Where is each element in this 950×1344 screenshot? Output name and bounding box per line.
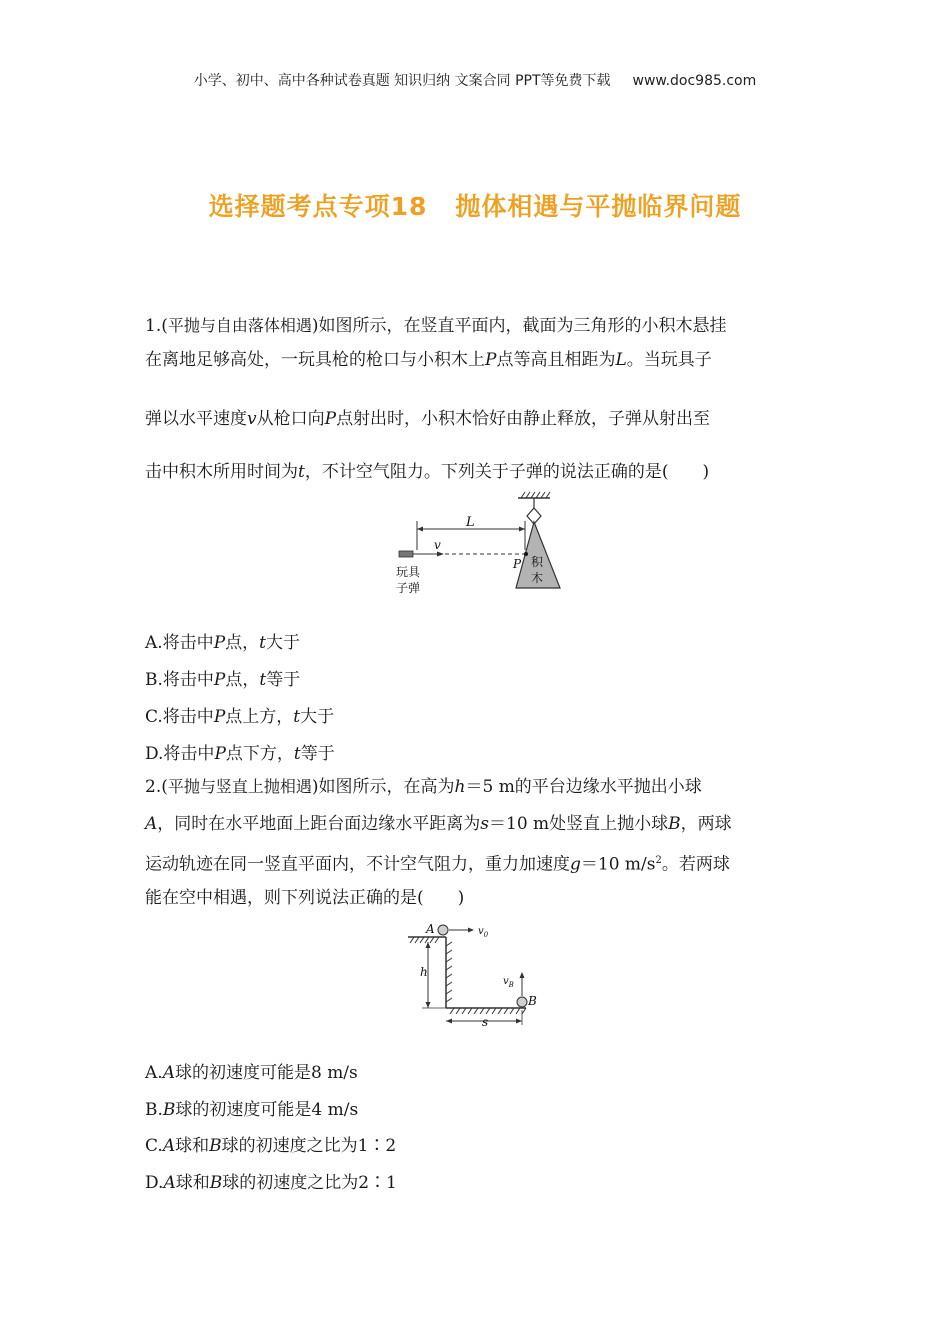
ball-a	[438, 925, 448, 935]
q2-option-a[interactable]: A.A球的初速度可能是8 m/s	[145, 1063, 358, 1083]
label-v0: $v_0$	[478, 926, 489, 939]
label-v: v	[434, 538, 441, 552]
q2-line2: A，同时在水平地面上距台面边缘水平距离为s＝10 m处竖直上抛小球B，两球	[145, 814, 732, 834]
label-A: A	[426, 922, 435, 936]
q1-option-a[interactable]: A.将击中P点，t大于	[145, 633, 300, 653]
page-title	[0, 187, 950, 223]
q1-option-b[interactable]: B.将击中P点，t等于	[145, 670, 301, 690]
label-vB: $v_B$	[503, 976, 514, 989]
q2-figure	[400, 918, 540, 1028]
q1-figure	[390, 488, 570, 600]
gun-label-2: 子弹	[396, 581, 421, 595]
label-s: s	[482, 1015, 489, 1028]
block-label-1: 积	[531, 555, 544, 569]
label-B: B	[528, 994, 537, 1008]
q1-line4: 击中积木所用时间为t，不计空气阻力。下列关于子弹的说法正确的是( )	[145, 462, 710, 482]
title-part1: 选择题考点专项18	[208, 192, 428, 221]
q2-option-c[interactable]: C.A球和B球的初速度之比为1∶2	[145, 1136, 397, 1156]
q2-option-b[interactable]: B.B球的初速度可能是4 m/s	[145, 1100, 359, 1120]
header-site-link[interactable]: www.doc985.com	[632, 73, 757, 89]
q1-option-c[interactable]: C.将击中P点上方，t大于	[145, 707, 335, 727]
q2-line3: 运动轨迹在同一竖直平面内，不计空气阻力，重力加速度g＝10 $m/s^2$。若两球	[145, 854, 730, 875]
header-text: 小学、初中、高中各种试卷真题 知识归纳 文案合同 PPT等免费下载	[193, 73, 611, 89]
label-h: h	[420, 965, 428, 979]
page-header	[0, 70, 950, 90]
toy-gun	[399, 551, 413, 557]
q1-tag: 平抛与自由落体相遇	[167, 316, 312, 335]
ball-b	[517, 997, 527, 1007]
label-P: P	[513, 557, 522, 571]
point-P	[524, 552, 528, 556]
q2-option-d[interactable]: D.A球和B球的初速度之比为2∶1	[145, 1173, 397, 1193]
q1-line1: 1.(平抛与自由落体相遇)如图所示，在竖直平面内，截面为三角形的小积木悬挂	[145, 316, 727, 336]
q2-line4: 能在空中相遇，则下列说法正确的是( )	[145, 888, 465, 908]
q1-option-d[interactable]: D.将击中P点下方，t等于	[145, 744, 335, 764]
q1-line3: 弹以水平速度v从枪口向P点射出时，小积木恰好由静止释放，子弹从射出至	[145, 409, 711, 429]
block-label-2: 木	[531, 571, 544, 585]
gun-label-1: 玩具	[396, 565, 421, 579]
label-L: L	[466, 515, 475, 530]
title-part2: 抛体相遇与平抛临界问题	[455, 192, 742, 221]
q2-tag: 平抛与竖直上抛相遇	[167, 777, 312, 796]
q2-line1: 2.(平抛与竖直上抛相遇)如图所示，在高为h＝5 m的平台边缘水平抛出小球	[145, 777, 702, 797]
q1-line2: 在离地足够高处，一玩具枪的枪口与小积木上P点等高且相距为L。当玩具子	[145, 350, 712, 370]
